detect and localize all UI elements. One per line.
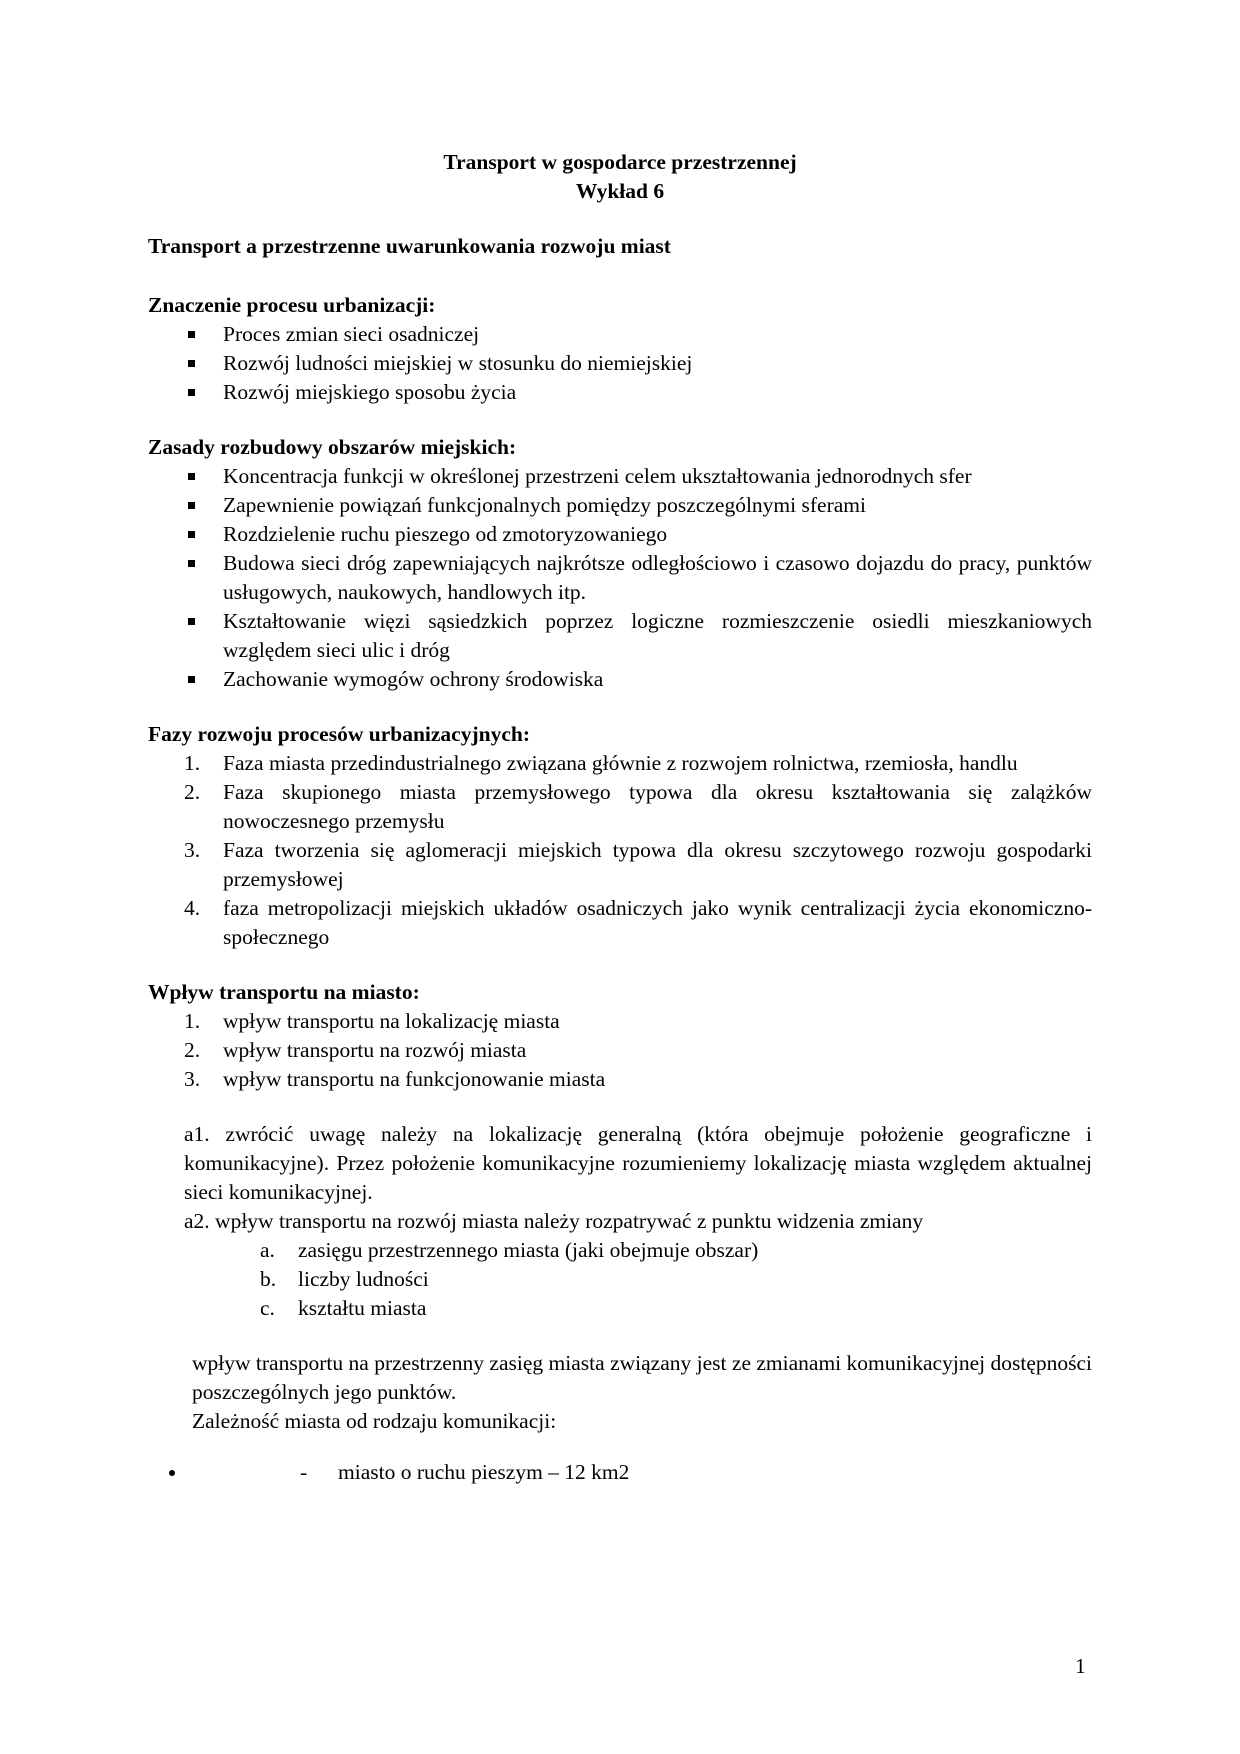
list-number: 3. — [184, 1067, 201, 1091]
dependency-heading: Zależność miasta od rodzaju komunikacji: — [192, 1409, 557, 1433]
list-letter: b. — [260, 1267, 277, 1291]
bullet-list — [148, 320, 1092, 407]
list-letter: c. — [260, 1296, 275, 1320]
square-bullet-icon — [188, 331, 195, 338]
list-item: Zapewnienie powiązań funkcjonalnych pomiędzy poszczególnymi sferami — [148, 491, 1092, 520]
list-item: 4. faza metropolizacji miejskich układów osadniczych jako wynik centralizacji życia ekonomiczno-społecznego — [184, 896, 1092, 949]
square-bullet-icon — [188, 531, 195, 538]
numbered-list — [148, 1007, 1092, 1094]
list-item: Rozdzielenie ruchu pieszego od zmotoryzowaniego — [148, 520, 1092, 549]
section-heading: Zasady rozbudowy obszarów miejskich: — [148, 435, 517, 459]
paragraph-spatial-range: wpływ transportu na przestrzenny zasięg miasta związany jest ze zmianami komunikacyjnej dostępności poszczególnych jego punktów. — [192, 1351, 1092, 1404]
list-item: 1. wpływ transportu na lokalizację miasta — [148, 1007, 1092, 1036]
list-item: 3. Faza tworzenia się aglomeracji miejskich typowa dla okresu szczytowego rozwoju gospodarki przemysłowej — [184, 838, 1092, 891]
list-item: 2. Faza skupionego miasta przemysłowego typowa dla okresu kształtowania się zalążków nowoczesnego przemysłu — [184, 780, 1092, 833]
list-item: Koncentracja funkcji w określonej przestrzeni celem ukształtowania jednorodnych sfer — [148, 462, 1092, 491]
list-item: 1. Faza miasta przedindustrialnego związana głównie z rozwojem rolnictwa, rzemiosła, handlu — [148, 749, 1092, 778]
list-item: Kształtowanie więzi sąsiedzkich poprzez logiczne rozmieszczenie osiedli mieszkaniowych względem sieci ulic i dróg — [148, 607, 1092, 665]
section-urbanization — [148, 291, 1092, 407]
list-number: 4. — [184, 896, 201, 920]
title-block — [148, 148, 1092, 206]
lettered-list — [148, 1236, 1092, 1323]
spatial-range-block — [148, 1349, 1092, 1487]
section-transport-impact — [148, 978, 1092, 1094]
paragraph-a2: a2. wpływ transportu na rozwój miasta należy rozpatrywać z punktu widzenia zmiany — [184, 1209, 924, 1233]
paragraph-a2-block — [148, 1207, 1092, 1323]
list-item: 3. wpływ transportu na funkcjonowanie miasta — [148, 1065, 1092, 1094]
lecture-topic: Transport a przestrzenne uwarunkowania rozwoju miast — [148, 234, 671, 258]
document-title: Transport w gospodarce przestrzennej — [443, 150, 797, 174]
list-number: 2. — [184, 780, 201, 804]
square-bullet-icon — [188, 360, 195, 367]
page-content — [148, 148, 1092, 1508]
square-bullet-icon — [188, 560, 195, 567]
list-item: a. zasięgu przestrzennego miasta (jaki obejmuje obszar) — [148, 1236, 1092, 1265]
paragraph-a1: a1. zwrócić uwagę należy na lokalizację generalną (która obejmuje położenie geograficzne i komunikacyjne). Przez położenie komunikacyjne rozumieniemy lokalizację miasta względem aktualnej sieci komunikacyjnej. — [184, 1122, 1092, 1204]
list-item: Rozwój miejskiego sposobu życia — [148, 378, 1092, 407]
list-number: 1. — [184, 1009, 201, 1033]
list-number: 2. — [184, 1038, 201, 1062]
lecture-number: Wykład 6 — [575, 179, 665, 203]
list-item: Rozwój ludności miejskiej w stosunku do niemiejskiej — [148, 349, 1092, 378]
list-item: Proces zmian sieci osadniczej — [148, 320, 1092, 349]
list-item: Budowa sieci dróg zapewniających najkrótsze odległościowo i czasowo dojazdu do pracy, punktów usługowych, naukowych, handlowych itp. — [148, 549, 1092, 607]
list-item: c. kształtu miasta — [148, 1294, 1092, 1323]
list-item: Zachowanie wymogów ochrony środowiska — [148, 665, 1092, 694]
numbered-list — [148, 749, 1092, 952]
section-heading: Fazy rozwoju procesów urbanizacyjnych: — [148, 722, 530, 746]
bullet-list — [148, 462, 1092, 694]
section-heading: Wpływ transportu na miasto: — [148, 980, 420, 1004]
square-bullet-icon — [188, 502, 195, 509]
section-urbanization-phases — [148, 720, 1092, 952]
square-bullet-icon — [188, 389, 195, 396]
section-heading: Znaczenie procesu urbanizacji: — [148, 293, 436, 317]
section-expansion-rules — [148, 433, 1092, 694]
list-item: • - miasto o ruchu pieszym – 12 km2 — [188, 1458, 1092, 1487]
square-bullet-icon — [188, 473, 195, 480]
list-item: b. liczby ludności — [148, 1265, 1092, 1294]
dash-bullet: • - — [300, 1459, 308, 1484]
list-number: 3. — [184, 838, 201, 862]
square-bullet-icon — [188, 676, 195, 683]
square-bullet-icon — [188, 618, 195, 625]
list-letter: a. — [260, 1238, 275, 1262]
dash-list — [148, 1458, 1092, 1487]
list-item: 2. wpływ transportu na rozwój miasta — [148, 1036, 1092, 1065]
page-number: 1 — [1075, 1654, 1086, 1678]
list-number: 1. — [184, 751, 201, 775]
